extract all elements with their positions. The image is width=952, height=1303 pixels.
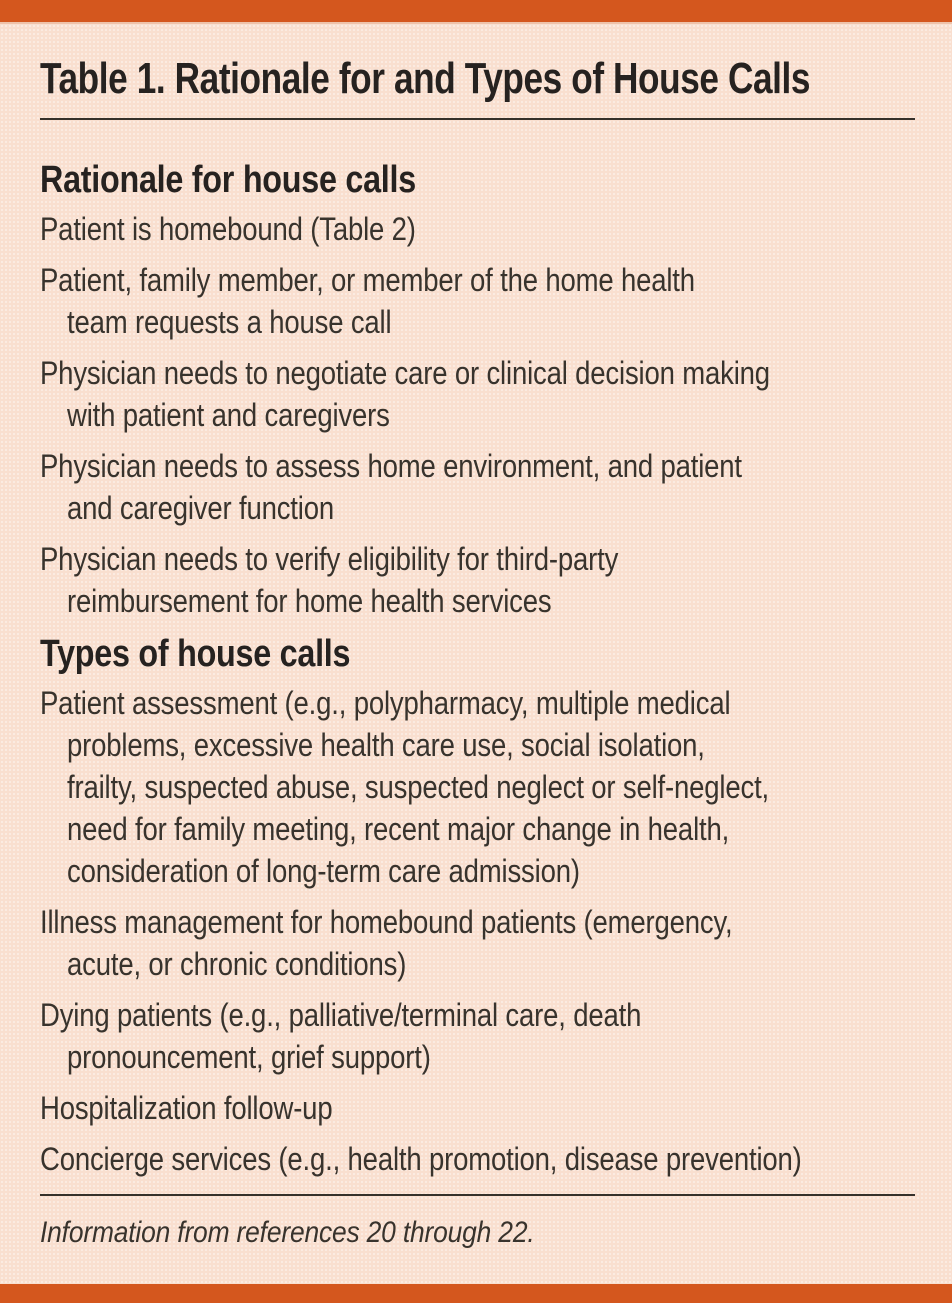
- table-item: [40, 538, 915, 622]
- table-item: [40, 682, 915, 892]
- table-item: [40, 259, 915, 343]
- title-rule: [40, 118, 915, 120]
- item-line: team requests a house call: [67, 304, 392, 340]
- item-line: with patient and caregivers: [67, 397, 390, 433]
- item-line: need for family meeting, recent major change in health,: [67, 811, 730, 847]
- bottom-accent-bar: [0, 1284, 952, 1303]
- section-heading-rationale: Rationale for house calls: [40, 159, 416, 201]
- footnote: Information from references 20 through 22.: [40, 1216, 535, 1249]
- table-item: [40, 445, 915, 529]
- item-line: Patient, family member, or member of the home health: [40, 262, 695, 298]
- item-line: Physician needs to verify eligibility for third-party: [40, 541, 619, 577]
- item-line: Concierge services (e.g., health promotion, disease prevention): [40, 1141, 802, 1177]
- table-item: [40, 994, 915, 1078]
- table-item: [40, 1138, 915, 1180]
- table-item: [40, 208, 915, 250]
- item-line: Patient assessment (e.g., polypharmacy, multiple medical: [40, 685, 731, 721]
- item-line: problems, excessive health care use, social isolation,: [67, 727, 705, 763]
- table-item: [40, 352, 915, 436]
- item-line: frailty, suspected abuse, suspected neglect or self-neglect,: [67, 769, 770, 805]
- top-accent-bar: [0, 0, 952, 24]
- item-line: pronouncement, grief support): [67, 1039, 431, 1075]
- item-line: reimbursement for home health services: [67, 583, 552, 619]
- item-line: Patient is homebound (Table 2): [40, 211, 416, 247]
- item-line: Dying patients (e.g., palliative/terminal care, death: [40, 997, 642, 1033]
- item-line: consideration of long-term care admission): [67, 853, 580, 889]
- table-title: Table 1. Rationale for and Types of House Calls: [40, 54, 811, 103]
- item-line: Physician needs to assess home environment, and patient: [40, 448, 742, 484]
- table-content: [0, 24, 952, 1252]
- item-line: Physician needs to negotiate care or clinical decision making: [40, 355, 770, 391]
- table-item: [40, 1087, 915, 1129]
- item-line: acute, or chronic conditions): [67, 946, 407, 982]
- item-line: and caregiver function: [67, 490, 335, 526]
- item-line: Illness management for homebound patients (emergency,: [40, 904, 733, 940]
- table-item: [40, 901, 915, 985]
- item-line: Hospitalization follow-up: [40, 1090, 333, 1126]
- section-heading-types: Types of house calls: [40, 633, 351, 675]
- footnote-rule: [40, 1194, 915, 1196]
